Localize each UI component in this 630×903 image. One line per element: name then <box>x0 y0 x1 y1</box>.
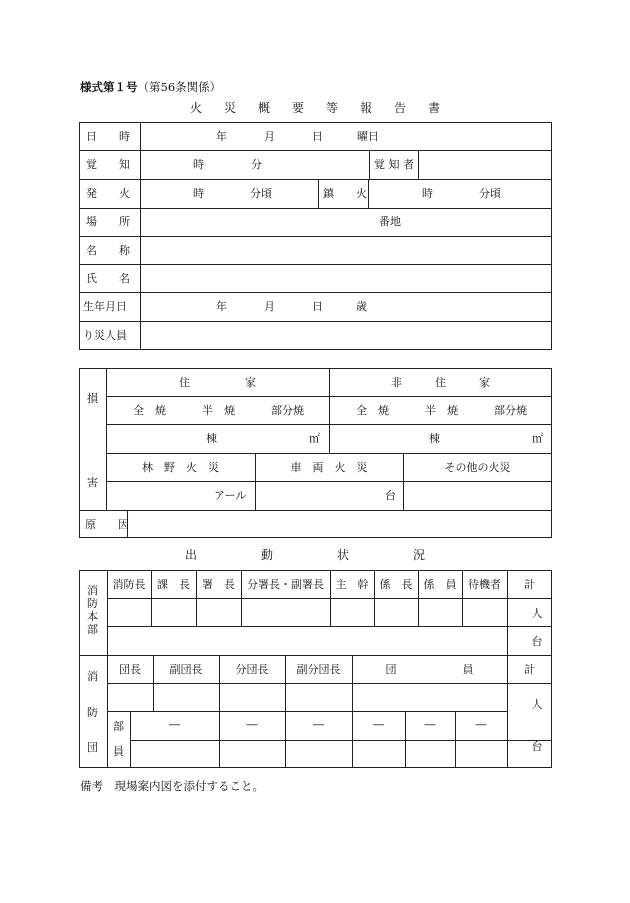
hq-header-station-chief: 署 長 <box>202 578 235 591</box>
member-label-1: 部 <box>113 720 124 733</box>
damage-label-top: 損 <box>87 392 98 405</box>
hq-label-4: 部 <box>87 623 98 636</box>
row-label-place: 場 所 <box>86 215 130 228</box>
res-unit-area: ㎡ <box>309 432 320 445</box>
date-year: 年 <box>216 130 227 143</box>
corps-label-2: 防 <box>87 706 98 719</box>
notice-hour: 時 <box>193 158 204 171</box>
hq-label-2: 防 <box>87 597 98 610</box>
nonres-unit-building: 棟 <box>429 432 440 445</box>
hq-label-1: 消 <box>87 584 98 597</box>
date-day: 日 <box>312 130 323 143</box>
birth-age: 歳 <box>356 300 367 313</box>
suppress-minute: 分頃 <box>479 187 501 200</box>
corps-label-1: 消 <box>87 670 98 683</box>
birth-month: 月 <box>264 300 275 313</box>
member-label-2: 員 <box>113 745 124 758</box>
row-label-datetime: 日 時 <box>86 130 130 143</box>
hq-header-manager: 主 幹 <box>335 578 369 591</box>
hq-unit-vehicle: 台 <box>531 635 543 648</box>
row-label-person: 氏 名 <box>86 272 130 285</box>
row-label-name: 名 称 <box>86 244 130 257</box>
non-residential-header: 非 住 家 <box>391 376 490 389</box>
forest-unit-are: アール <box>214 489 247 502</box>
date-weekday: 曜日 <box>357 130 379 143</box>
member-dash: ― <box>373 718 384 731</box>
corps-header-deputy-branch-chief: 副分団長 <box>296 663 341 676</box>
ignition-minute: 分頃 <box>250 187 272 200</box>
row-label-victims: り災人員 <box>83 329 127 342</box>
corps-header-chief: 団長 <box>119 663 141 676</box>
suppress-hour: 時 <box>422 187 433 200</box>
corps-unit-vehicle: 台 <box>531 740 543 753</box>
corps-label-3: 団 <box>87 741 98 754</box>
member-dash: ― <box>424 718 436 731</box>
date-month: 月 <box>264 130 275 143</box>
ignition-hour: 時 <box>193 187 204 200</box>
res-half-burn: 半 焼 <box>202 404 235 417</box>
notice-minute: 分 <box>251 158 262 171</box>
member-dash: ― <box>475 718 487 731</box>
member-dash: ― <box>313 718 324 731</box>
res-partial-burn: 部分焼 <box>271 404 304 417</box>
suppress-label: 鎮 火 <box>323 187 367 200</box>
hq-header-branch-chief: 分署長・副署長 <box>247 578 324 591</box>
birth-day: 日 <box>312 300 323 313</box>
nonres-half-burn: 半 焼 <box>425 404 458 417</box>
nonres-unit-area: ㎡ <box>532 432 543 445</box>
hq-header-chief: 消防長 <box>112 578 146 591</box>
cause-label: 原 因 <box>85 518 129 531</box>
member-dash: ― <box>169 718 180 731</box>
corps-header-branch-chief: 分団長 <box>235 663 269 676</box>
dispatch-title: 出 動 状 況 <box>184 548 426 562</box>
corps-header-deputy-chief: 副団長 <box>169 663 203 676</box>
hq-header-total: 計 <box>524 578 535 591</box>
corps-header-total: 計 <box>524 663 535 676</box>
hq-header-standby: 待機者 <box>468 578 501 591</box>
form-title: 火 災 概 要 等 報 告 書 <box>189 101 441 115</box>
form-number-label: 様式第１号（第56条関係） <box>80 80 222 94</box>
vehicle-unit-dai: 台 <box>385 489 396 502</box>
member-dash: ― <box>246 718 258 731</box>
corps-header-members: 団 員 <box>385 663 474 676</box>
vehicle-fire-header: 車 両 火 災 <box>290 461 368 474</box>
hq-unit-person: 人 <box>531 607 543 620</box>
row-label-notice: 覚 知 <box>86 158 130 171</box>
res-full-burn: 全 焼 <box>133 404 166 417</box>
nonres-full-burn: 全 焼 <box>356 404 389 417</box>
corps-unit-person: 人 <box>531 698 543 711</box>
notice-recipient-label: 覚 知 者 <box>374 158 414 171</box>
hq-header-section-chief: 課 長 <box>157 578 190 591</box>
row-label-birthdate: 生年月日 <box>83 300 127 313</box>
place-banchi: 番地 <box>379 215 401 228</box>
residential-header: 住 家 <box>179 376 256 389</box>
hq-header-subsection-chief: 係 長 <box>379 578 413 591</box>
hq-header-staff: 係 員 <box>423 578 457 591</box>
remarks-note: 備考 現場案内図を添付すること。 <box>80 779 264 793</box>
damage-label-bottom: 害 <box>87 476 98 489</box>
hq-label-3: 本 <box>87 610 98 623</box>
birth-year: 年 <box>216 300 227 313</box>
forest-fire-header: 林 野 火 災 <box>142 461 219 474</box>
row-label-ignition: 発 火 <box>86 187 130 200</box>
other-fire-header: その他の火災 <box>444 461 511 474</box>
nonres-partial-burn: 部分焼 <box>494 404 527 417</box>
res-unit-building: 棟 <box>206 432 217 445</box>
